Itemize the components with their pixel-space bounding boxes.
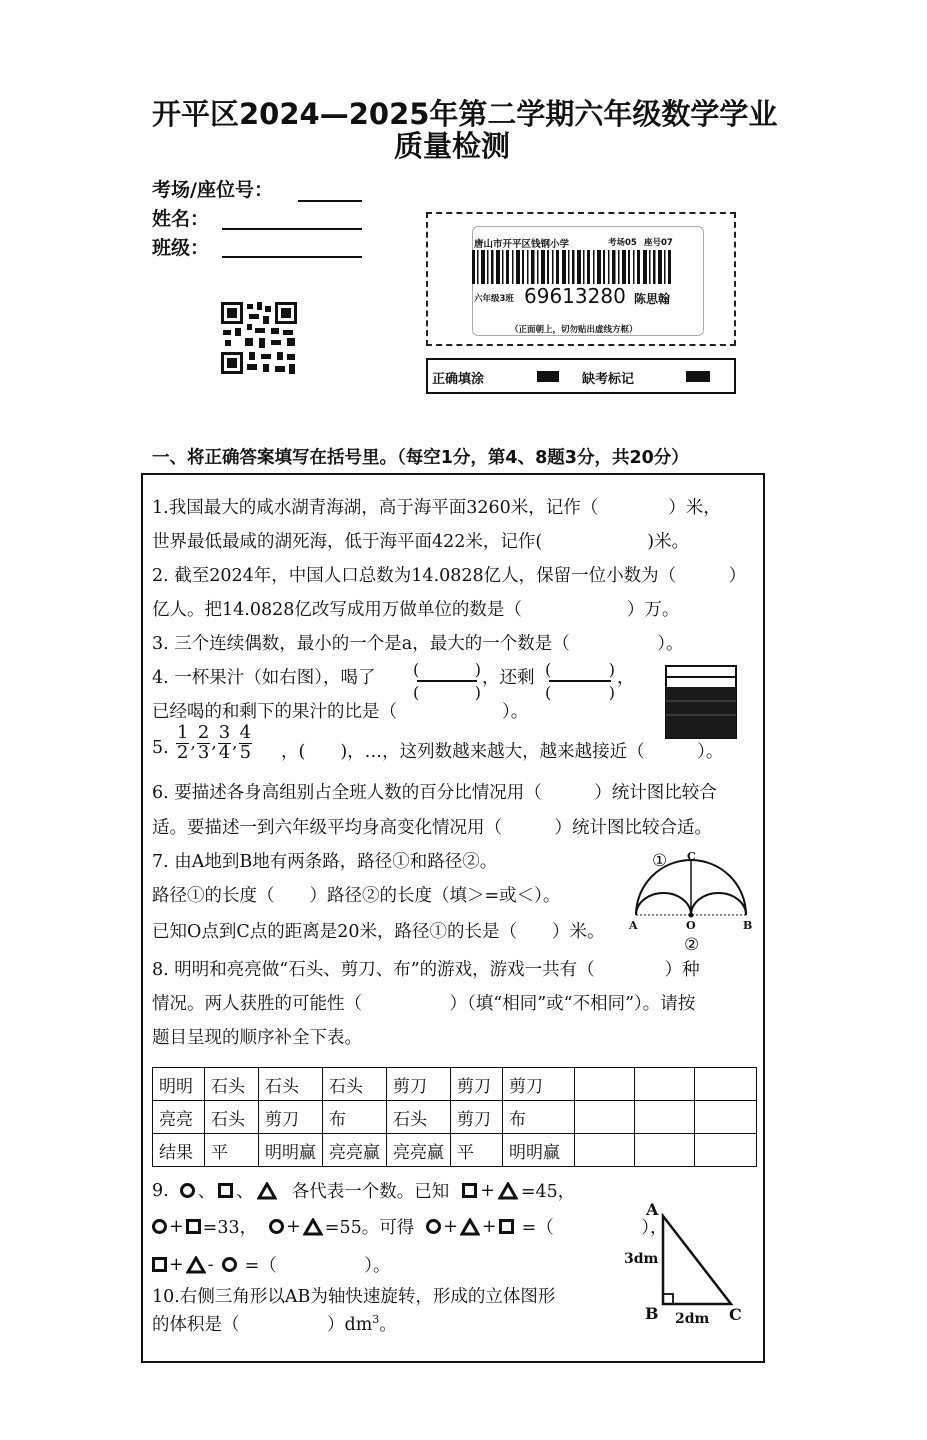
table-cell-blank[interactable] [635,1101,695,1134]
barcode-room: 考场05 [608,238,637,248]
table-cell: 剪刀 [451,1068,503,1101]
correct-fill-label: 正确填涂 [432,372,485,387]
q5-fraction: $\frac{4}{5}$ [239,722,252,763]
q7-label-a: A [629,919,638,932]
circle-icon [222,1257,237,1272]
circle-icon [426,1219,441,1234]
q9-op: + [480,1180,495,1201]
absent-mark-label: 缺考标记 [582,372,635,387]
table-cell-blank[interactable] [575,1068,635,1101]
seat-label: 考场/座位号： [152,179,273,201]
table-cell: 亮亮 [153,1101,205,1134]
q8-line2: 情况。两人获胜的可能性（ ）（填“相同”或“不相同”）。请按 [152,994,696,1014]
q4-line1-b: ，还剩 [482,668,535,688]
triangle-icon [303,1218,323,1236]
q7-label-c: C [687,850,696,863]
q9-sep: 、 [236,1182,254,1202]
table-cell: 明明赢 [503,1134,575,1167]
q5-prefix: 5. [152,738,169,758]
barcode-school: 唐山市开平区钱钢小学 [474,239,570,250]
triangle-icon [460,1218,480,1236]
q2-line2: 亿人。把14.0828亿改写成用万做单位的数是（ ）万。 [152,600,680,620]
q6-line2: 适。要描述一到六年级平均身高变化情况用（ ）统计图比较合适。 [152,818,712,838]
circle-icon [269,1219,284,1234]
barcode-student-name: 陈思翰 [634,292,671,306]
q8-line1: 8. 明明和亮亮做“石头、剪刀、布”的游戏，游戏一共有（ ）种 [152,960,700,980]
q9-op: + [286,1216,301,1237]
juice-cup-figure [665,665,737,739]
table-row [153,1101,757,1134]
seat-underline[interactable] [298,200,362,202]
q5-fraction: $\frac{2}{3}$ [197,722,210,763]
table-cell: 石头 [205,1101,259,1134]
q7-line1: 7. 由A地到B地有两条路，路径①和路径②。 [152,852,498,872]
q9-op: + [169,1216,184,1237]
q9-text: =55。可得 [324,1218,415,1238]
table-cell-blank[interactable] [695,1068,757,1101]
square-icon [152,1257,167,1272]
q9-text: =（ ）， [521,1218,668,1238]
barcode-number: 69613280 [524,284,626,308]
q7-label-path2: ② [684,935,700,955]
table-cell-blank[interactable] [575,1101,635,1134]
table-cell-blank[interactable] [635,1068,695,1101]
q9-text: =（ ）。 [244,1256,391,1276]
q10-label-a: A [646,1200,659,1219]
table-cell-blank[interactable] [695,1101,757,1134]
q1-line1: 1.我国最大的咸水湖青海湖，高于海平面3260米，记作（ ）米， [152,498,721,518]
q1-line2: 世界最低最咸的湖死海，低于海平面422米，记作( )米。 [152,532,690,552]
table-cell: 结果 [153,1134,205,1167]
table-cell: 石头 [323,1068,387,1101]
q5-fraction: $\frac{1}{2}$ [177,722,189,763]
q8-line3: 题目呈现的顺序补全下表。 [152,1028,362,1048]
section-heading: 一、将正确答案填写在括号里。（每空1分，第4、8题3分，共20分） [152,448,689,468]
table-row [153,1068,757,1101]
q4-line1-c: ， [617,668,635,688]
square-icon [218,1183,233,1198]
q9-op: + [443,1216,458,1237]
q9-op: - [207,1254,214,1275]
table-cell: 石头 [205,1068,259,1101]
barcode-icon [472,250,672,284]
q10-label-bc-length: 2dm [675,1311,710,1327]
absent-mark-checkbox[interactable] [686,371,710,382]
q7-label-o: O [686,919,696,932]
table-cell-blank[interactable] [695,1134,757,1167]
barcode-seat: 座号07 [644,238,673,248]
q10-label-b: B [645,1304,659,1323]
q4-remain-fraction-blank[interactable]: ( ) ( ) [545,660,615,702]
square-icon [499,1219,514,1234]
q10-triangle-figure [655,1210,735,1310]
table-cell: 亮亮赢 [323,1134,387,1167]
class-underline[interactable] [222,256,362,258]
triangle-icon [186,1256,206,1274]
q7-label-b: B [743,919,753,932]
table-row [153,1134,757,1167]
square-icon [462,1183,477,1198]
q9-line1 [152,1178,575,1203]
table-cell: 平 [205,1134,259,1167]
table-cell: 布 [503,1101,575,1134]
triangle-icon [498,1182,518,1200]
q10-label-ab-length: 3dm [624,1251,659,1267]
table-cell: 剪刀 [451,1101,503,1134]
q5-fraction-list: $\frac{1}{2}$ , $\frac{2}{3}$ , $\frac{3}{4}$ , $\frac{4}{5}$ [177,722,252,763]
q9-op: + [169,1254,184,1275]
table-cell: 明明赢 [259,1134,323,1167]
q10-line1: 10.右侧三角形以AB为轴快速旋转，形成的立体图形 [152,1287,556,1307]
q2-line1: 2. 截至2024年，中国人口总数为14.0828亿人，保留一位小数为（ ） [152,566,747,586]
name-label: 姓名： [152,208,210,230]
q9-line2 [152,1214,667,1239]
table-cell: 亮亮赢 [387,1134,451,1167]
q10-line2 [152,1311,397,1336]
qr-code-icon [221,302,297,374]
q9-text: 各代表一个数。已知 [291,1182,450,1202]
q9-text: =33， [202,1218,258,1238]
q5-suffix: ，( )，…，这列数越来越大，越来越接近（ ）。 [281,742,724,762]
q7-line3: 已知O点到C点的距离是20米，路径①的长是（ ）米。 [152,922,605,942]
table-cell: 石头 [259,1068,323,1101]
q10-exponent: 3 [372,1313,380,1327]
barcode-note: （正面朝上，切勿贴出虚线方框） [510,325,638,335]
class-label: 班级： [152,237,210,259]
q4-line1-a: 4. 一杯果汁（如右图），喝了 [152,668,376,688]
q10-end: 。 [379,1315,397,1335]
table-cell: 剪刀 [387,1068,451,1101]
game-result-table [152,1067,757,1167]
table-cell: 剪刀 [503,1068,575,1101]
circle-icon [180,1183,195,1198]
q9-sep: 、 [197,1182,216,1202]
name-underline[interactable] [222,228,362,230]
q6-line1: 6. 要描述各身高组别占全班人数的百分比情况用（ ）统计图比较合 [152,783,717,803]
q9-number: 9. [152,1180,169,1201]
square-icon [186,1219,201,1234]
table-cell: 布 [323,1101,387,1134]
table-cell-blank[interactable] [635,1134,695,1167]
q4-drunk-fraction-blank[interactable]: ( ) ( ) [413,660,481,702]
table-cell-blank[interactable] [575,1134,635,1167]
triangle-icon [257,1182,277,1200]
q5-fraction: $\frac{3}{4}$ [218,722,231,763]
table-cell: 剪刀 [259,1101,323,1134]
page-title: 开平区2024—2025年第二学期六年级数学学业 [152,97,778,131]
table-cell: 明明 [153,1068,205,1101]
q3-line: 3. 三个连续偶数，最小的一个是a，最大的一个数是（ ）。 [152,634,684,654]
table-cell: 石头 [387,1101,451,1134]
q9-op: + [481,1216,497,1237]
barcode-grade-class: 六年级3班 [474,294,514,304]
q10-text: 的体积是（ ）dm [152,1315,373,1335]
q9-line3 [152,1252,391,1277]
table-cell: 平 [451,1134,503,1167]
q9-text: =45， [520,1182,576,1202]
q7-label-path1: ① [652,851,668,871]
q4-line2: 已经喝的和剩下的果汁的比是（ ）。 [152,702,529,722]
page-subtitle: 质量检测 [393,129,510,163]
correct-fill-sample [537,371,559,382]
q7-line2: 路径①的长度（ ）路径②的长度（填＞=或＜）。 [152,886,561,906]
circle-icon [152,1219,167,1234]
q10-label-c: C [729,1305,742,1324]
